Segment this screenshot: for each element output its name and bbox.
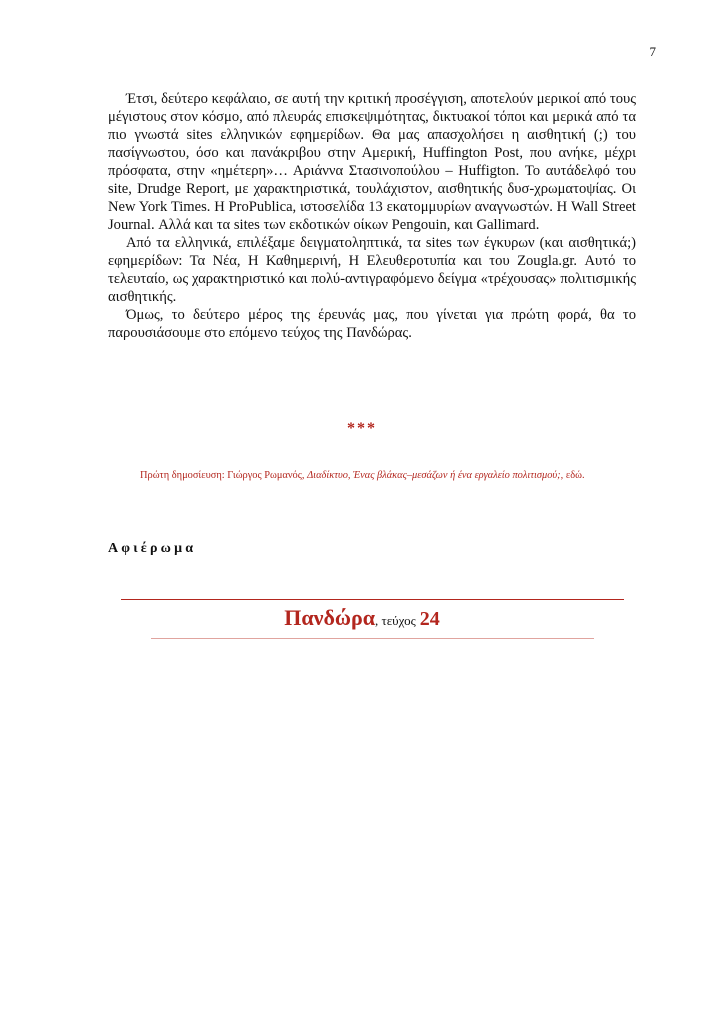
footer-rule-top <box>121 599 624 600</box>
paragraph-1: Έτσι, δεύτερο κεφάλαιο, σε αυτή την κριτική προσέγγιση, αποτελούν μερικοί από τους μέγιστους στον κόσμο, από πλευράς επισκεψιμότητας, δικτυακοί τόποι και μερικά από τα πιο γνωστά sites ελληνικών εφημερίδων. Θα μας απασχολήσει η αισθητική (;) του πασίγνωστου, όσο και πανάκριβου στην Αμερική, Huffington Post, που ανήκε, μέχρι πρόσφατα, στην «ημέτερη»… Αριάννα Στασινοπούλου – Huffigton. Το αυτάδελφό του site, Drudge Report, με χαρακτηριστικά, τουλάχιστον, αισθητικής δυσ-χρωματοψίας. Οι New York Times. Η ProPublica, ιστοσελίδα 13 εκατομμυρίων αναγνωστών. Η Wall Street Journal. Αλλά και τα sites των εκδοτικών οίκων Pengouin, και Gallimard. <box>108 91 636 233</box>
page-number: 7 <box>649 44 656 59</box>
publication-note <box>108 467 636 484</box>
paragraph-2: Από τα ελληνικά, επιλέξαμε δειγματοληπτικά, τα sites των έγκυρων (και αισθητικά;) εφημερίδων: Τα Νέα, Η Καθημερινή, Η Ελευθεροτυπία και του Zougla.gr. Αυτό το τελευταίο, ως χαρακτηριστικό και πολύ-αντιγραφόμενο δείγμα «τρέχουσας» πολιτισμικής αισθητικής. <box>108 235 636 305</box>
paragraph-3: Όμως, το δεύτερο μέρος της έρευνάς μας, που γίνεται για πρώτη φορά, θα το παρουσιάσουμε στο επόμενο τεύχος της Πανδώρας. <box>108 307 636 341</box>
publication-prefix: Πρώτη δημοσίευση: Γιώργος Ρωμανός, <box>140 470 305 481</box>
section-label: Αφιέρωμα <box>108 541 197 556</box>
section-separator: *** <box>347 420 377 437</box>
issue-label: , τεύχος <box>375 613 416 628</box>
page-footer <box>0 605 724 631</box>
article-body <box>108 90 636 342</box>
issue-number: 24 <box>419 608 440 630</box>
footer-rule-bottom <box>151 638 594 639</box>
publication-here-link[interactable]: εδώ. <box>565 470 585 481</box>
magazine-name: Πανδώρα <box>284 605 375 630</box>
publication-title-link[interactable]: Διαδίκτυο, Ένας βλάκας–μεσάζων ή ένα εργαλείο πολιτισμού;, <box>307 470 564 481</box>
